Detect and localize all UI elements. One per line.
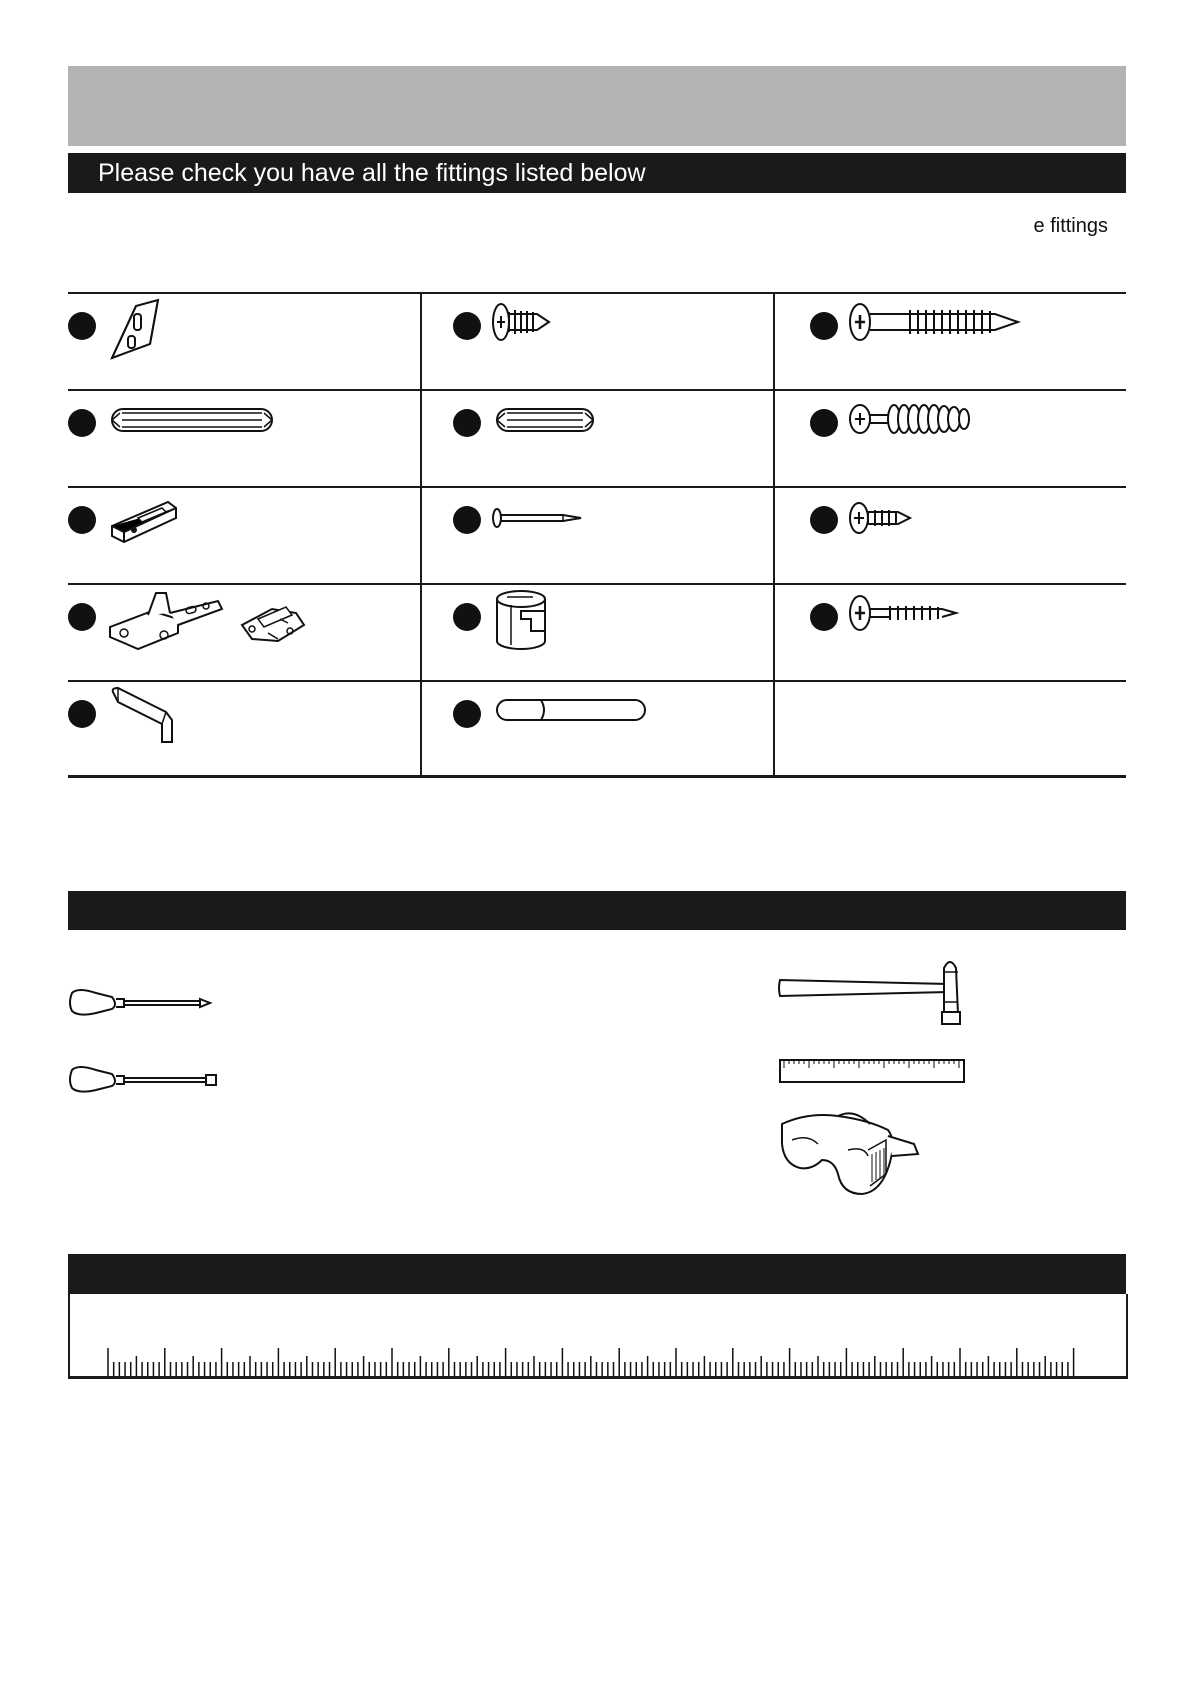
fitting-marker (68, 506, 96, 534)
fitting-marker (68, 603, 96, 631)
short-screw-icon (493, 298, 563, 348)
rod-icon (493, 686, 653, 736)
fitting-marker (453, 409, 481, 437)
tools-title-bar (68, 891, 1126, 930)
ruler-icon (778, 1058, 968, 1088)
fitting-marker (810, 409, 838, 437)
fitting-marker (68, 312, 96, 340)
table-divider (420, 292, 422, 778)
fitting-cell (453, 294, 805, 390)
fitting-cell (68, 488, 420, 584)
fitting-cell (810, 488, 1162, 584)
nail-icon (493, 492, 593, 542)
fitting-marker (810, 312, 838, 340)
small-screw-icon (850, 492, 930, 542)
fitting-cell (453, 391, 805, 487)
long-dowel-icon (108, 395, 278, 445)
flat-screwdriver-icon (68, 1060, 228, 1100)
shelf-support-icon (108, 492, 188, 552)
fittings-title: Please check you have all the fittings listed below (98, 159, 646, 187)
hammer-icon (778, 956, 978, 1026)
phillips-screwdriver-icon (68, 983, 218, 1023)
handle-icon (108, 686, 188, 746)
fitting-marker (68, 700, 96, 728)
fitting-cell (68, 682, 420, 778)
measuring-scale-icon (70, 1294, 1126, 1376)
fittings-note: e fittings (1033, 215, 1108, 237)
header-banner (68, 66, 1126, 146)
fitting-cell (68, 585, 420, 681)
fitting-cell (68, 391, 420, 487)
fitting-marker (453, 700, 481, 728)
fitting-cell (68, 294, 420, 390)
fitting-marker (810, 603, 838, 631)
long-screw-icon (850, 298, 1030, 348)
fitting-cell (453, 585, 805, 681)
hinge-icon (108, 589, 328, 659)
measuring-scale (68, 1294, 1128, 1379)
short-dowel-icon (493, 395, 603, 445)
fitting-cell (810, 585, 1162, 681)
fitting-marker (810, 506, 838, 534)
ruler-title-bar (68, 1254, 1126, 1294)
fitting-cell (810, 294, 1162, 390)
fitting-marker (453, 603, 481, 631)
fitting-marker (453, 506, 481, 534)
fitting-marker (68, 409, 96, 437)
corner-block-icon (108, 298, 168, 368)
cam-lock-icon (493, 589, 563, 659)
wall-plug-screw-icon (850, 395, 990, 445)
fitting-cell (810, 391, 1162, 487)
fitting-marker (453, 312, 481, 340)
medium-screw-icon (850, 589, 970, 639)
fitting-cell (453, 488, 805, 584)
safety-glasses-icon (778, 1110, 928, 1200)
fittings-table (68, 292, 1126, 778)
fitting-cell (453, 682, 805, 778)
fittings-title-bar (68, 153, 1126, 193)
